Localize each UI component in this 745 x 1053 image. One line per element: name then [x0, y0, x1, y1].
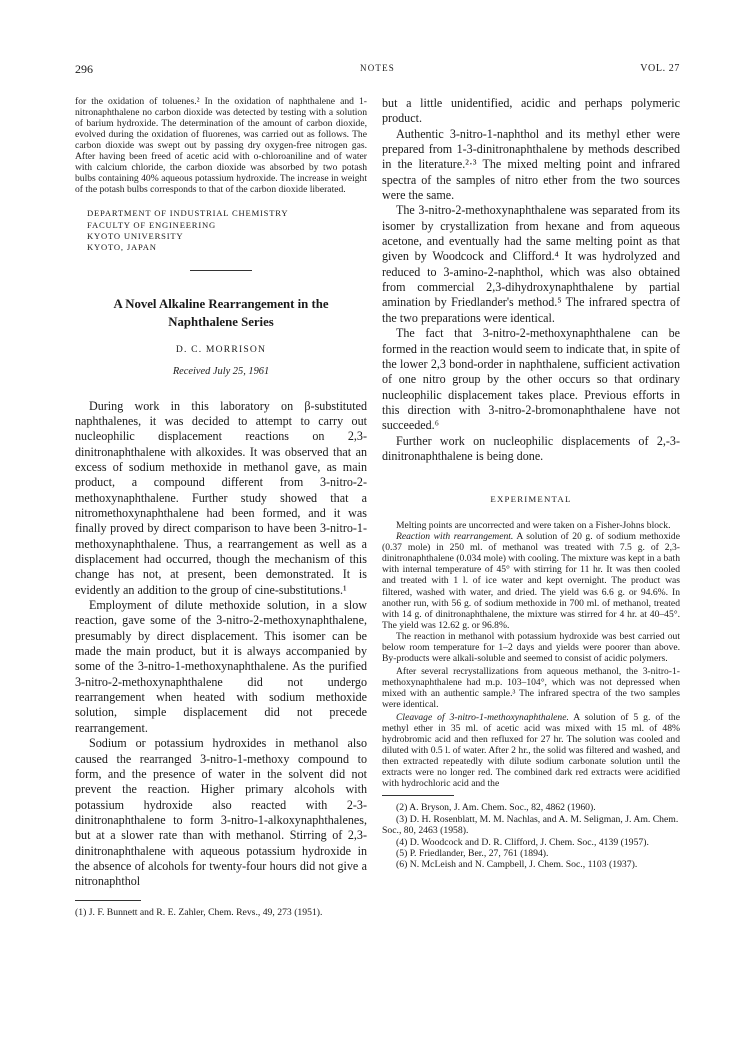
- footnote-rule: [382, 795, 454, 796]
- footnote: (3) D. H. Rosenblatt, M. M. Nachlas, and A. M. Seligman, J. Am. Chem. Soc., 80, 2463 (1958).: [382, 813, 679, 837]
- paragraph: Authentic 3-nitro-1-naphthol and its methyl ether were prepared from 1-3-dinitronaphthalene by methods described in the literature.²·³ The mixed melting point and infrared spectra of the samples of nitro ether from the two sources were the same.: [382, 126, 680, 203]
- affiliation-line: FACULTY OF ENGINEERING: [87, 219, 216, 230]
- experimental-paragraph: Melting points are uncorrected and were taken on a Fisher-Johns block.: [396, 520, 671, 532]
- footnote: (6) N. McLeish and N. Campbell, J. Chem. Soc., 1103 (1937).: [396, 859, 638, 871]
- affiliation-line: DEPARTMENT OF INDUSTRIAL CHEMISTRY: [87, 208, 289, 219]
- paragraph-continued: but a little unidentified, acidic and perhaps polymeric product.: [382, 96, 680, 126]
- previous-article-text: for the oxidation of toluenes.² In the oxidation of naphthalene and 1-nitronaphthalene no carbon dioxide was detected by testing with a solution of barium hydroxide. The determination of the amount of carbon dioxide, evolved during the oxidation of fluorenes, was carried out as follows. The carbon dioxide was swept out by passing dry oxygen-free nitrogen gas. After having been freed of acetic acid with o-chloroaniline and of water with calcium chloride, the carbon dioxide was absorbed by two potash bulbs containing 40% aqueous potassium hydroxide. The increase in weight of the potash bulbs corresponds to that of the carbon dioxide liberated.: [75, 96, 367, 196]
- footnote: (2) A. Bryson, J. Am. Chem. Soc., 82, 4862 (1960).: [396, 802, 596, 814]
- affiliation-line: KYOTO UNIVERSITY: [87, 231, 184, 242]
- section-heading: EXPERIMENTAL: [490, 494, 572, 505]
- volume-label: VOL. 27: [640, 63, 680, 74]
- affiliation-line: KYOTO, JAPAN: [87, 242, 157, 253]
- affiliation: [87, 208, 367, 253]
- article-title: [75, 295, 367, 331]
- left-column: [75, 96, 367, 918]
- experimental-paragraph: [382, 712, 680, 789]
- title-line: Naphthalene Series: [168, 314, 274, 329]
- page-number: 296: [75, 62, 93, 76]
- title-line: A Novel Alkaline Rearrangement in the: [113, 296, 329, 311]
- experimental-paragraph: The reaction in methanol with potassium hydroxide was best carried out below room temperature for 1–2 days and yields were poorer than above. By-products were alkali-soluble and seemed to consist of acidic polymers.: [382, 630, 680, 664]
- experimental-paragraph: [382, 531, 680, 630]
- footnote: (1) J. F. Bunnett and R. E. Zahler, Chem. Revs., 49, 273 (1951).: [75, 906, 323, 918]
- running-head: NOTES: [360, 63, 395, 73]
- paragraph: The fact that 3-nitro-2-methoxynaphthalene can be formed in the reaction would seem to indicate that, in spite of the lower 2,3 bond-order in naphthalene, sufficient activation of one nitro group by the other occurs so that ordinary nucleophilic displacement takes place. Previous efforts in this direction with 3-nitro-2-bromonaphthalene have not succeeded.⁶: [382, 326, 680, 433]
- footnote: (4) D. Woodcock and D. R. Clifford, J. Chem. Soc., 4139 (1957).: [396, 836, 649, 848]
- paragraph: Sodium or potassium hydroxides in methanol also caused the rearranged 3-nitro-1-methoxy compound to form, and the presence of water in the solvent did not prevent the reaction. Higher primary alcohols with potassium hydroxide also reacted with 2-3-dinitronaphthalene to form 3-nitro-1-alkoxynaphthalenes, but at a slower rate than with methanol. Stirring of 2,3-dinitronaphthalene with aqueous potassium hydroxide in the absence of alcohols for twenty-four hours did not give a nitronaphthol: [75, 736, 367, 889]
- experimental-paragraph: After several recrystallizations from aqueous methanol, the 3-nitro-1-methoxynaphthalene had m.p. 103–104°, which was not depressed when mixed with an authentic sample.³ The infrared spectra of the two samples were identical.: [382, 665, 680, 710]
- paragraph-text: A solution of 20 g. of sodium methoxide (0.37 mole) in 250 ml. of methanol was treated with 7.5 g. of 2,3-dinitronaphthalene (0.034 mole) with cooling. The mixture was kept in a bath with internal temperature of 45° with stirring for 11 hr. It was then cooled and treated with 1 l. of ice water and kept overnight. The product was filtered, washed with water, and dried. The yield was 6.6 g. or 94.6%. In another run, with 56 g. of sodium methoxide in 700 ml. of methanol, treated with 14 g. of dinitronaphthalene, the mixture was stirred for 4 hr. at 40–45°. The yield was 12.62 g. or 96.8%.: [382, 531, 680, 631]
- author-name: D. C. MORRISON: [175, 343, 267, 355]
- run-in-heading: Cleavage of 3-nitro-1-methoxynaphthalene.: [396, 712, 569, 724]
- paragraph: Employment of dilute methoxide solution, in a slow reaction, gave some of the 3-nitro-2-methoxynaphthalene, presumably by direct displacement. This isomer can be made the main product, but it is always accompanied by some of the 3-nitro-1-methoxynaphthalene. As the purified 3-nitro-2-methoxynaphthalene did not undergo rearrangement when heated with sodium methoxide solution, simple displacement did not precede rearrangement.: [75, 598, 367, 735]
- article-separator: [190, 270, 252, 271]
- footnote-rule: [75, 900, 141, 901]
- run-in-heading: Reaction with rearrangement.: [396, 531, 514, 543]
- paragraph: During work in this laboratory on β-substituted naphthalenes, it was decided to attempt to carry out nucleophilic displacement reactions on 2,3-dinitronaphthalene with alkoxides. It was observed that an excess of sodium methoxide in methanol gave, as main product, a compound different from 3-nitro-2-methoxynaphthalene. Further study showed that a nitromethoxynaphthalene had been formed, and it was finally proved by direct comparison to have been 3-nitro-1-methoxynaphthalene. Thus, a rearrangement as well as a displacement had occurred, though the mechanism of this change has not, at present, been demonstrated. It is evidently an addition to the group of cine-substitutions.¹: [75, 398, 367, 597]
- footnote: (5) P. Friedlander, Ber., 27, 761 (1894).: [396, 848, 549, 859]
- page-header: [75, 62, 680, 80]
- right-column: [382, 96, 680, 871]
- received-date: Received July 25, 1961: [172, 365, 270, 377]
- paragraph-text: A solution of 5 g. of the methyl ether in 35 ml. of acetic acid was mixed with 15 ml. of 48% hydrobromic acid and then refluxed for 27 hr. The solution was cooled and diluted with 0.5 l. of water. After 2 hr., the solid was filtered and washed, and then extracted repeatedly with dilute sodium carbonate solution until the extracts were no longer red. The combined dark red extracts were acidified with hydrochloric acid and the: [382, 712, 680, 790]
- paragraph: The 3-nitro-2-methoxynaphthalene was separated from its isomer by crystallization from hexane and from aqueous acetone, and eventually had the same melting point as that given by Woodcock and Clifford.⁴ It was hydrolyzed and reduced to 3-amino-2-naphthol, which was also obtained from commercial 2,3-dihydroxynaphthalene by partial amination by Friedlander's method.⁵ The infrared spectra of the two preparations were identical.: [382, 203, 680, 325]
- paragraph: Further work on nucleophilic displacements of 2,-3-dinitronaphthalene is being done.: [382, 433, 680, 463]
